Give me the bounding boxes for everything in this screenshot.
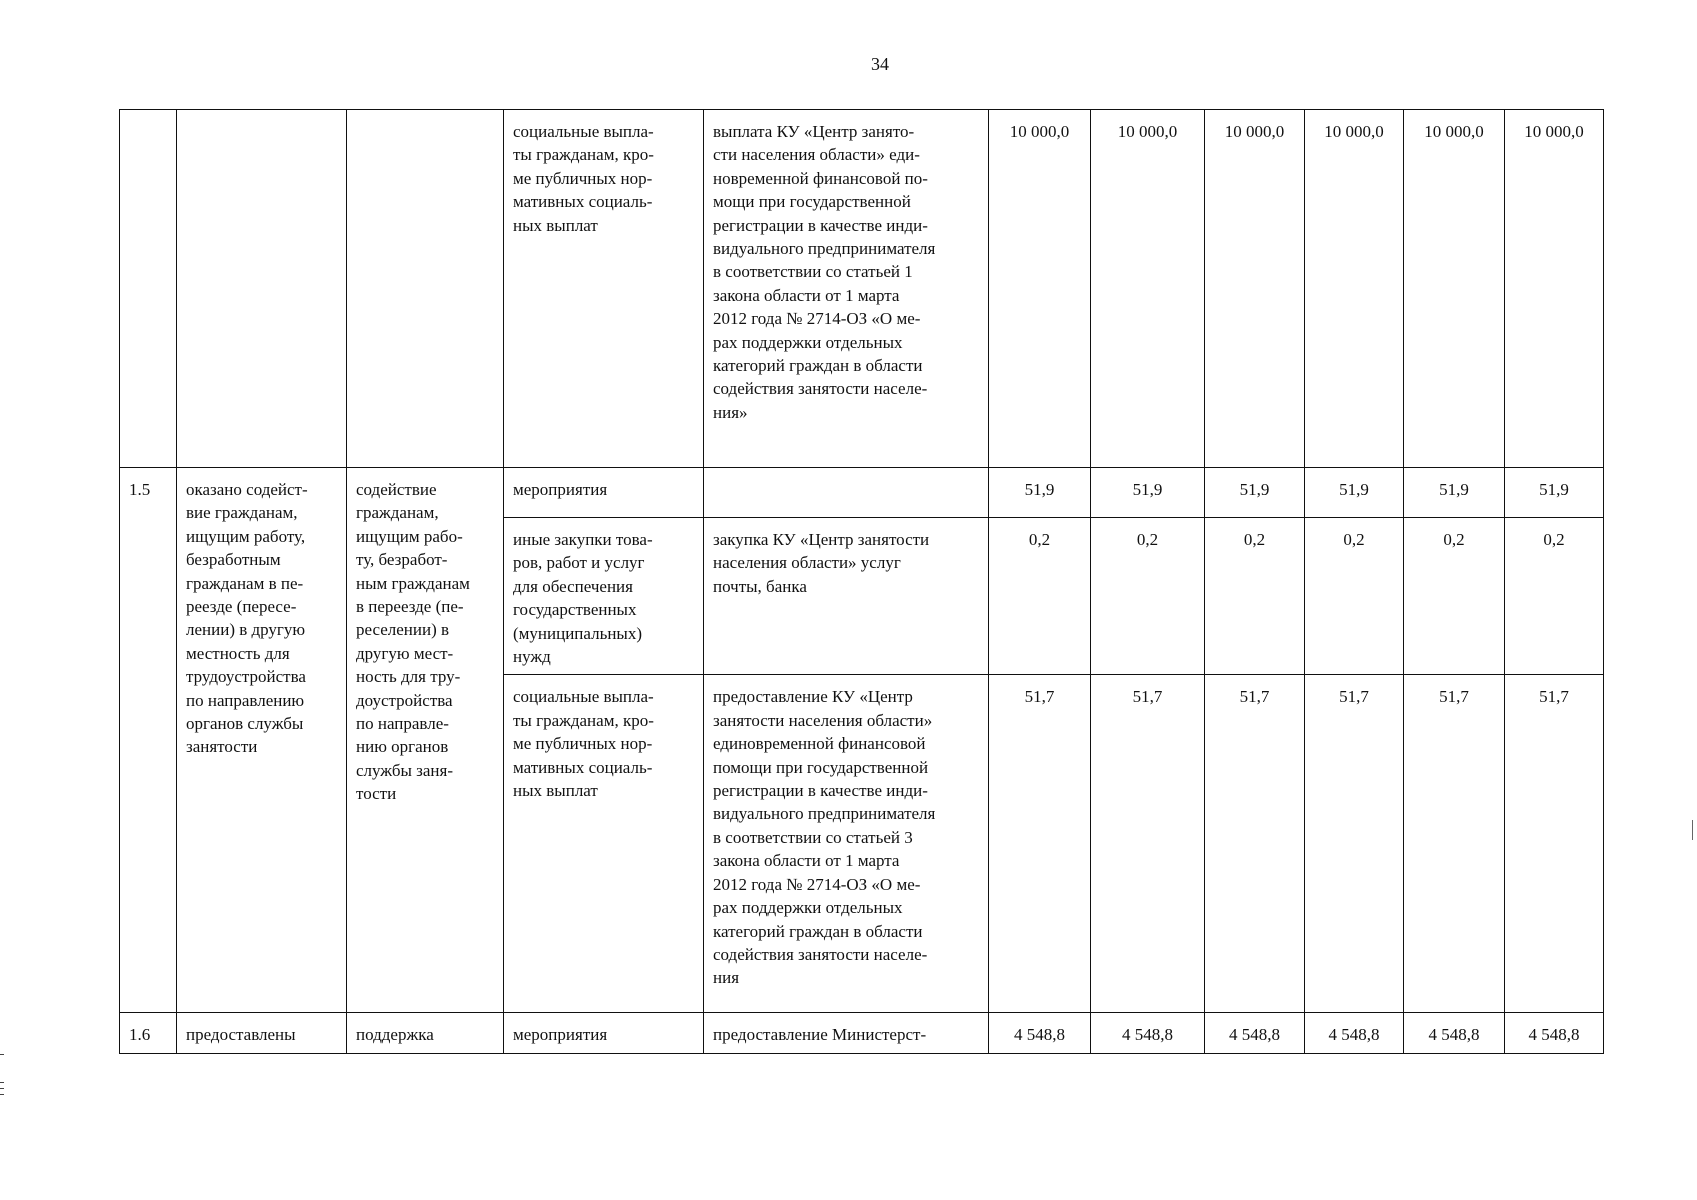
- row-number: [120, 110, 177, 468]
- expense-type-cell: иные закупки това- ров, работ и услуг для обеспечения государственных (муниципальных) нужд: [504, 518, 704, 675]
- value-cell: 51,7: [1404, 675, 1505, 1013]
- table-row: [120, 468, 1604, 518]
- value-cell: 0,2: [1505, 518, 1604, 675]
- value-cell: 10 000,0: [1305, 110, 1404, 468]
- value-cell: 0,2: [1205, 518, 1305, 675]
- value-cell: 51,9: [1205, 468, 1305, 518]
- scan-mark: [0, 1054, 4, 1055]
- value-cell: 51,9: [1505, 468, 1604, 518]
- value-cell: 51,9: [989, 468, 1091, 518]
- expense-type-cell: мероприятия: [504, 468, 704, 518]
- description-cell: закупка КУ «Центр занятости населения области» услуг почты, банка: [704, 518, 989, 675]
- value-cell: 4 548,8: [1404, 1013, 1505, 1053]
- row-number: 1.5: [120, 468, 177, 1013]
- description-cell: [704, 468, 989, 518]
- value-cell: 4 548,8: [989, 1013, 1091, 1053]
- result-cell: предоставлены: [177, 1013, 347, 1053]
- value-cell: 51,9: [1091, 468, 1205, 518]
- table-row: [120, 1013, 1604, 1053]
- value-cell: 4 548,8: [1205, 1013, 1305, 1053]
- table-row: [120, 110, 1604, 468]
- budget-table: [119, 109, 1604, 1054]
- value-cell: 0,2: [989, 518, 1091, 675]
- value-cell: 51,7: [1305, 675, 1404, 1013]
- value-cell: 51,9: [1404, 468, 1505, 518]
- expense-type-cell: социальные выпла- ты гражданам, кро- ме публичных нор- мативных социаль- ных выплат: [504, 675, 704, 1013]
- value-cell: 51,7: [1205, 675, 1305, 1013]
- result-cell: [177, 110, 347, 468]
- expense-type-cell: мероприятия: [504, 1013, 704, 1053]
- value-cell: 4 548,8: [1091, 1013, 1205, 1053]
- description-cell: предоставление Министерст-: [704, 1013, 989, 1053]
- value-cell: 0,2: [1091, 518, 1205, 675]
- value-cell: 10 000,0: [989, 110, 1091, 468]
- description-cell: предоставление КУ «Центр занятости населения области» единовременной финансовой помощи при государственной регистрации в качестве инди- видуального предпринимателя в соответствии со статьей 3 закона области от 1 марта 2012 года № 2714-ОЗ «О ме- рах поддержки отдельных категорий граждан в области содействия занятости населе- ния: [704, 675, 989, 1013]
- page-number: 34: [871, 54, 889, 74]
- scan-mark: [1692, 820, 1693, 840]
- value-cell: 10 000,0: [1404, 110, 1505, 468]
- description-cell: выплата КУ «Центр занято- сти населения области» еди- новременной финансовой по- мощи при государственной регистрации в качестве инди- видуального предпринимателя в соответствии со статьей 1 закона области от 1 марта 2012 года № 2714-ОЗ «О ме- рах поддержки отдельных категорий граждан в области содействия занятости населе- ния»: [704, 110, 989, 468]
- value-cell: 51,7: [989, 675, 1091, 1013]
- result-cell: оказано содейст- вие гражданам, ищущим работу, безработным гражданам в пе- реезде (пересе- лении) в другую местность для трудоустройства по направлению органов службы занятости: [177, 468, 347, 1013]
- measure-cell: поддержка: [347, 1013, 504, 1053]
- value-cell: 4 548,8: [1505, 1013, 1604, 1053]
- scan-mark: [0, 1094, 4, 1095]
- value-cell: 51,9: [1305, 468, 1404, 518]
- value-cell: 10 000,0: [1091, 110, 1205, 468]
- value-cell: 10 000,0: [1205, 110, 1305, 468]
- measure-cell: содействие гражданам, ищущим рабо- ту, безработ- ным гражданам в переезде (пе- реселении) в другую мест- ность для тру- доустройства по направле- нию органов службы заня- тости: [347, 468, 504, 1013]
- expense-type-cell: социальные выпла- ты гражданам, кро- ме публичных нор- мативных социаль- ных выплат: [504, 110, 704, 468]
- scan-mark: [0, 1088, 4, 1089]
- value-cell: 0,2: [1305, 518, 1404, 675]
- row-number: 1.6: [120, 1013, 177, 1053]
- measure-cell: [347, 110, 504, 468]
- value-cell: 10 000,0: [1505, 110, 1604, 468]
- value-cell: 0,2: [1404, 518, 1505, 675]
- scan-mark: [0, 1082, 4, 1083]
- value-cell: 4 548,8: [1305, 1013, 1404, 1053]
- value-cell: 51,7: [1505, 675, 1604, 1013]
- value-cell: 51,7: [1091, 675, 1205, 1013]
